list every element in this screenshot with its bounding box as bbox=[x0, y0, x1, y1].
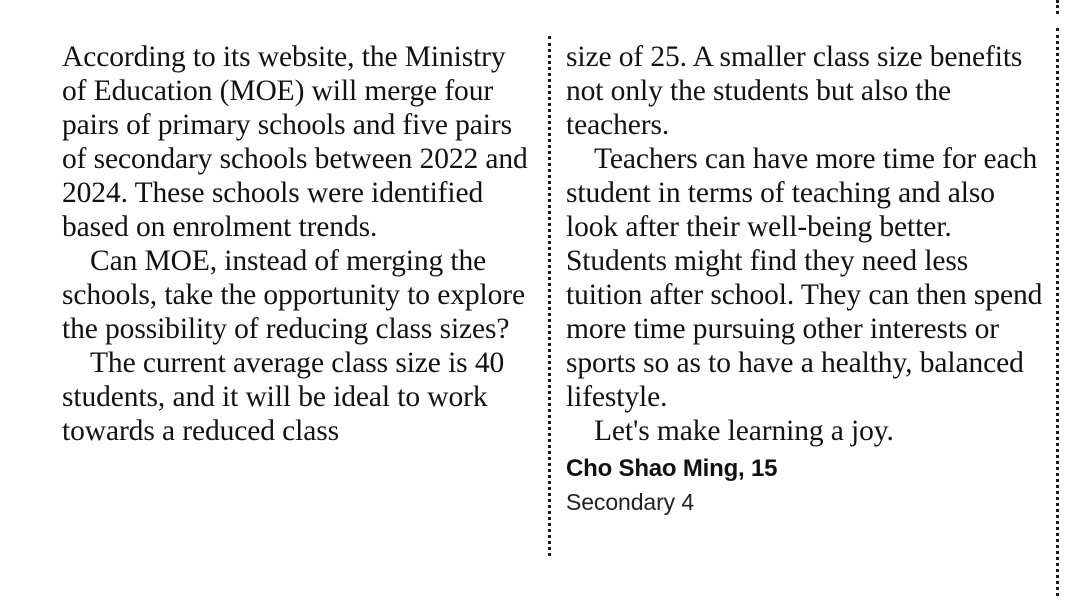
paragraph: Let's make learning a joy. bbox=[594, 415, 894, 447]
paragraph: According to its website, the Ministry of Education (MOE) will merge four pairs of primary schools and five pairs of secondary schools between 2022 and 2024. These schools were identified based on enrolment trends. bbox=[62, 41, 528, 243]
author-byline-detail: Secondary 4 bbox=[566, 489, 695, 515]
paragraph: Teachers can have more time for each student in terms of teaching and also look after their well-being better. Students might find they need less tuition after school. They can then spend more time pursuing other interests or sports so as to have a healthy, balanced lifestyle. bbox=[566, 143, 1043, 413]
right-column bbox=[566, 40, 1044, 519]
author-byline: Cho Shao Ming, 15 bbox=[566, 455, 778, 482]
paragraph: Can MOE, instead of merging the schools, take the opportunity to explore the possibility of reducing class sizes? bbox=[62, 245, 525, 345]
paragraph: size of 25. A smaller class size benefits not only the students but also the teachers. bbox=[566, 41, 1023, 141]
left-column bbox=[62, 40, 530, 448]
paragraph: The current average class size is 40 students, and it will be ideal to work towards a reduced class bbox=[62, 347, 505, 447]
